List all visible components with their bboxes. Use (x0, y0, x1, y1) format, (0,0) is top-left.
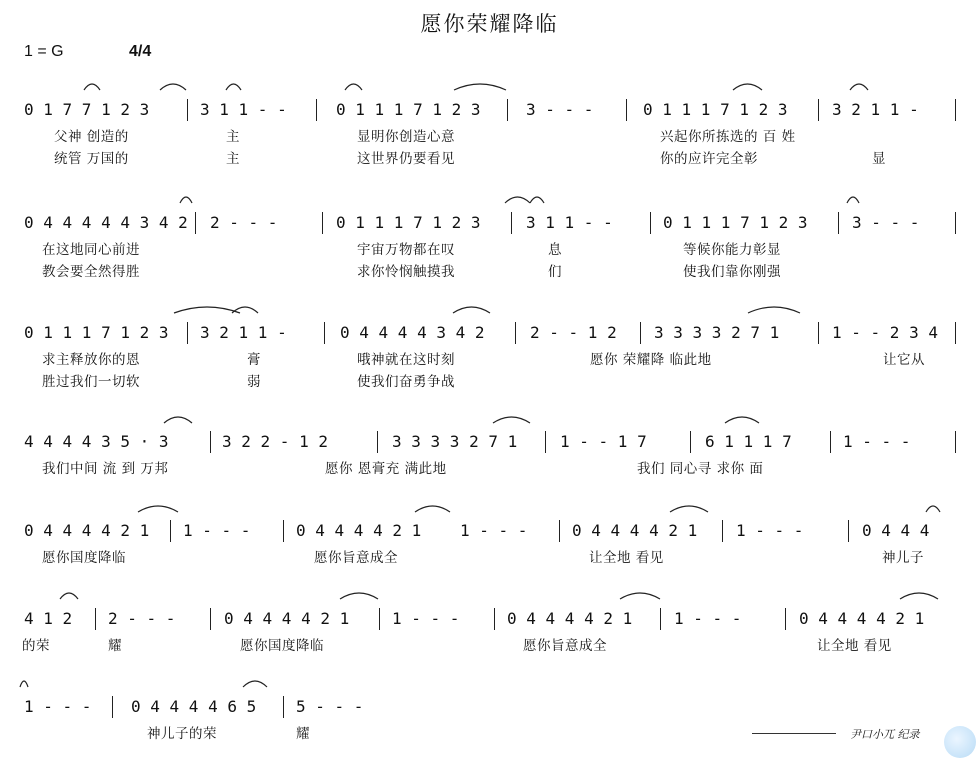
slur-arc (415, 506, 450, 512)
credit-rule (752, 733, 836, 734)
time-signature: 4/4 (129, 43, 152, 60)
lyric-text: 我们 同心寻 求你 面 (637, 461, 764, 477)
slur-arc (850, 84, 868, 90)
measure-notes: 0 4 4 4 4 6 5 (131, 697, 257, 716)
lyric-text: 显 (872, 151, 886, 167)
measure-notes: 1 - - - (674, 609, 742, 628)
lyric-text: 求你怜悯触摸我 (357, 264, 455, 280)
lyric-text: 膏 (247, 352, 261, 368)
measure-notes: 3 - - - (852, 213, 920, 232)
lyric-text: 耀 (108, 638, 122, 654)
lyric-text: 你的应许完全彰 (660, 151, 758, 167)
slur-arc (84, 84, 100, 90)
lyric-text: 兴起你所拣选的 百 姓 (660, 129, 796, 145)
measure-notes: 0 1 1 1 7 1 2 3 (24, 323, 169, 342)
lyric-text: 我们中间 流 到 万邦 (42, 461, 169, 477)
measure-notes: 3 2 1 1 - (832, 100, 919, 119)
lyric-text: 主 (226, 129, 240, 145)
measure-notes: 1 - - - (460, 521, 528, 540)
slur-arc (530, 197, 544, 203)
slur-arc (900, 593, 938, 599)
lyric-text: 在这地同心前进 (42, 242, 140, 258)
measure-notes: 0 1 1 1 7 1 2 3 (643, 100, 788, 119)
lyric-text: 让全地 看见 (817, 638, 892, 654)
measure-notes: 0 1 1 1 7 1 2 3 (663, 213, 808, 232)
slur-arc (138, 506, 178, 512)
slur-arc (725, 417, 759, 423)
lyric-text: 愿你国度降临 (240, 638, 324, 654)
lyric-text: 愿你国度降临 (42, 550, 126, 566)
measure-notes: 3 - - - (526, 100, 594, 119)
lyric-text: 使我们奋勇争战 (357, 374, 455, 390)
measure-notes: 1 - - - (736, 521, 804, 540)
measure-notes: 0 4 4 4 4 2 1 (572, 521, 698, 540)
lyric-text: 让全地 看见 (589, 550, 664, 566)
slur-arc (340, 593, 378, 599)
measure-notes: 3 1 1 - - (526, 213, 613, 232)
slur-arc (60, 593, 78, 599)
slur-arc (164, 417, 192, 423)
watermark-logo-icon (944, 726, 976, 758)
slur-arc (454, 84, 506, 90)
slur-arc (748, 307, 800, 313)
measure-notes: 1 - - - (24, 697, 92, 716)
measure-notes: 3 2 1 1 - (200, 323, 287, 342)
measure-notes: 1 - - - (183, 521, 251, 540)
measure-notes: 0 4 4 4 4 2 1 (507, 609, 633, 628)
lyric-text: 息 (548, 242, 562, 258)
measure-notes: 5 - - - (296, 697, 364, 716)
measure-notes: 4 1 2 (24, 609, 73, 628)
lyric-text: 求主释放你的恩 (42, 352, 140, 368)
lyric-text: 们 (548, 264, 562, 280)
slur-arc (160, 84, 186, 90)
measure-notes: 2 - - - (210, 213, 278, 232)
measure-notes: 3 2 2 - 1 2 (222, 432, 328, 451)
lyric-text: 弱 (247, 374, 261, 390)
measure-notes: 0 1 7 7 1 2 3 (24, 100, 150, 119)
measure-notes: 0 4 4 4 4 4 3 4 2 (24, 213, 188, 232)
lyric-text: 神儿子 (882, 550, 924, 566)
lyric-text: 显明你创造心意 (357, 129, 455, 145)
measure-notes: 0 1 1 1 7 1 2 3 (336, 100, 481, 119)
measure-notes: 1 - - 1 7 (560, 432, 647, 451)
measure-notes: 3 3 3 3 2 7 1 (654, 323, 780, 342)
measure-notes: 0 4 4 4 (862, 521, 930, 540)
measure-notes: 4 4 4 4 3 5 · 3 (24, 432, 169, 451)
lyric-text: 父神 创造的 (54, 129, 129, 145)
slur-arc (243, 681, 267, 687)
lyric-text: 哦神就在这时刻 (357, 352, 455, 368)
measure-notes: 0 4 4 4 4 3 4 2 (340, 323, 485, 342)
slur-arc (174, 307, 240, 313)
slur-arc (733, 84, 762, 90)
slur-arc (345, 84, 362, 90)
slur-arc (20, 681, 28, 687)
key-signature: 1 = G (24, 43, 64, 60)
lyric-text: 使我们靠你刚强 (683, 264, 781, 280)
measure-notes: 0 4 4 4 4 2 1 (224, 609, 350, 628)
slur-arc (226, 84, 241, 90)
measure-notes: 0 4 4 4 4 2 1 (24, 521, 150, 540)
lyric-text: 神儿子的荣 (147, 726, 217, 742)
lyric-text: 主 (226, 151, 240, 167)
measure-notes: 1 - - - (392, 609, 460, 628)
measure-notes: 3 3 3 3 2 7 1 (392, 432, 518, 451)
lyric-text: 宇宙万物都在叹 (357, 242, 455, 258)
lyric-text: 等候你能力彰显 (683, 242, 781, 258)
slur-arc (847, 197, 859, 203)
slur-arc (493, 417, 530, 423)
lyric-text: 这世界仍要看见 (357, 151, 455, 167)
song-title: 愿你荣耀降临 (420, 12, 559, 36)
lyric-text: 愿你 荣耀降 临此地 (590, 352, 712, 368)
measure-notes: 0 4 4 4 4 2 1 (799, 609, 925, 628)
lyric-text: 的荣 (22, 638, 50, 654)
lyric-text: 愿你旨意成全 (523, 638, 607, 654)
lyric-text: 让它从 (883, 352, 925, 368)
slur-arc (180, 197, 192, 203)
lyric-text: 愿你旨意成全 (314, 550, 398, 566)
lyric-text: 胜过我们一切软 (42, 374, 140, 390)
transcriber-credit: 尹口小兀 纪录 (850, 728, 920, 741)
lyric-text: 愿你 恩膏充 满此地 (325, 461, 447, 477)
lyric-text: 耀 (296, 726, 310, 742)
slur-arc (670, 506, 708, 512)
measure-notes: 0 1 1 1 7 1 2 3 (336, 213, 481, 232)
lyric-text: 统管 万国的 (54, 151, 129, 167)
measure-notes: 1 - - - (843, 432, 911, 451)
slur-arc (926, 506, 940, 512)
measure-notes: 2 - - - (108, 609, 176, 628)
slur-arc (620, 593, 660, 599)
slur-arc (453, 307, 490, 313)
slur-arc (505, 197, 530, 203)
measure-notes: 0 4 4 4 4 2 1 (296, 521, 422, 540)
lyric-text: 教会要全然得胜 (42, 264, 140, 280)
measure-notes: 3 1 1 - - (200, 100, 287, 119)
measure-notes: 1 - - 2 3 4 (832, 323, 938, 342)
measure-notes: 2 - - 1 2 (530, 323, 617, 342)
measure-notes: 6 1 1 1 7 (705, 432, 792, 451)
